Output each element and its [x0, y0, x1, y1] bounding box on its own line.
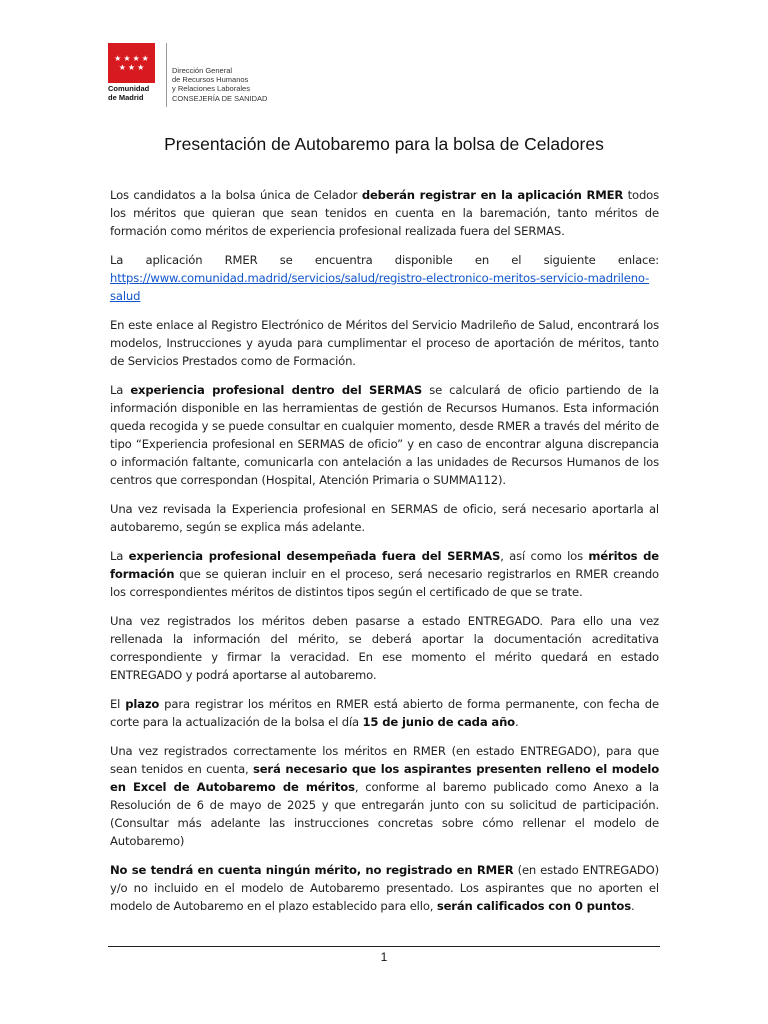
org-line-2: de Recursos Humanos: [172, 75, 249, 84]
org-line-3: y Relaciones Laborales: [172, 84, 250, 93]
logo-stars-top: ★ ★ ★ ★: [114, 53, 149, 63]
paragraph-8: El plazo para registrar los méritos en RMER está abierto de forma permanente, con fecha de corte para la actualización de la bolsa el día 15 de junio de cada año.: [110, 697, 659, 729]
comunidad-madrid-logo: [108, 43, 155, 83]
header-divider: [166, 43, 167, 107]
logo-stars-bottom: ★ ★ ★: [118, 62, 145, 72]
rmer-link[interactable]: https://www.comunidad.madrid/servicios/salud/registro-electronico-meritos-servicio-madrileno-salud: [110, 271, 650, 303]
paragraph-3: En este enlace al Registro Electrónico de Méritos del Servicio Madrileño de Salud, encontrará los modelos, Instrucciones y ayuda para cumplimentar el proceso de aportación de méritos, tanto de Servicios Prestados como de Formación.: [110, 318, 659, 368]
logo-wordmark: Comunidad de Madrid: [108, 84, 150, 102]
paragraph-6: La experiencia profesional desempeñada fuera del SERMAS, así como los méritos de formación que se quieran incluir en el proceso, será necesario registrarlos en RMER creando los correspondientes méritos de distintos tipos según el certificado de que se trate.: [110, 549, 659, 599]
paragraph-1: Los candidatos a la bolsa única de Celador deberán registrar en la aplicación RMER todos los méritos que quieran que sean tenidos en cuenta en la baremación, tanto méritos de formación como méritos de experiencia profesional realizada fuera del SERMAS.: [110, 188, 659, 238]
document-title: Presentación de Autobaremo para la bolsa de Celadores: [164, 134, 604, 154]
document-body: [110, 186, 659, 926]
org-line-1: Dirección General: [172, 66, 233, 75]
paragraph-7: Una vez registrados los méritos deben pasarse a estado ENTREGADO. Para ello una vez rellenada la información del mérito, se deberá aportar la documentación acreditativa correspondiente y firmar la veracidad. En ese momento el mérito quedará en estado ENTREGADO y podrá aportarse al autobaremo.: [110, 614, 659, 682]
paragraph-5: Una vez revisada la Experiencia profesional en SERMAS de oficio, será necesario aportarla al autobaremo, según se explica más adelante.: [110, 502, 659, 534]
paragraph-10: No se tendrá en cuenta ningún mérito, no registrado en RMER (en estado ENTREGADO) y/o no incluido en el modelo de Autobaremo presentado. Los aspirantes que no aporten el modelo de Autobaremo en el plazo establecido para ello, serán calificados con 0 puntos.: [110, 863, 659, 913]
department-name: CONSEJERÍA DE SANIDAD: [172, 94, 268, 103]
paragraph-2: La aplicación RMER se encuentra disponible en el siguiente enlace: https://www.comunidad.madrid/servicios/salud/registro-electronico-meritos-servicio-madrileno-salud: [110, 253, 659, 303]
paragraph-4: La experiencia profesional dentro del SERMAS se calculará de oficio partiendo de la información disponible en las herramientas de gestión de Recursos Humanos. Esta información queda recogida y se puede consultar en cualquier momento, desde RMER a través del mérito de tipo “Experiencia profesional en SERMAS de oficio” y en caso de encontrar alguna discrepancia o información faltante, comunicarla con antelación a las unidades de Recursos Humanos de los centros que correspondan (Hospital, Atención Primaria o SUMMA112).: [110, 383, 659, 487]
footer-divider: [108, 946, 660, 947]
page-number: 1: [380, 950, 388, 964]
paragraph-9: Una vez registrados correctamente los méritos en RMER (en estado ENTREGADO), para que sean tenidos en cuenta, será necesario que los aspirantes presenten relleno el modelo en Excel de Autobaremo de méritos, conforme al baremo publicado como Anexo a la Resolución de 6 de mayo de 2025 y que entregarán junto con su solicitud de participación. (Consultar más adelante las instrucciones concretas sobre cómo rellenar el modelo de Autobaremo): [110, 744, 660, 848]
organization-block: [172, 66, 267, 103]
